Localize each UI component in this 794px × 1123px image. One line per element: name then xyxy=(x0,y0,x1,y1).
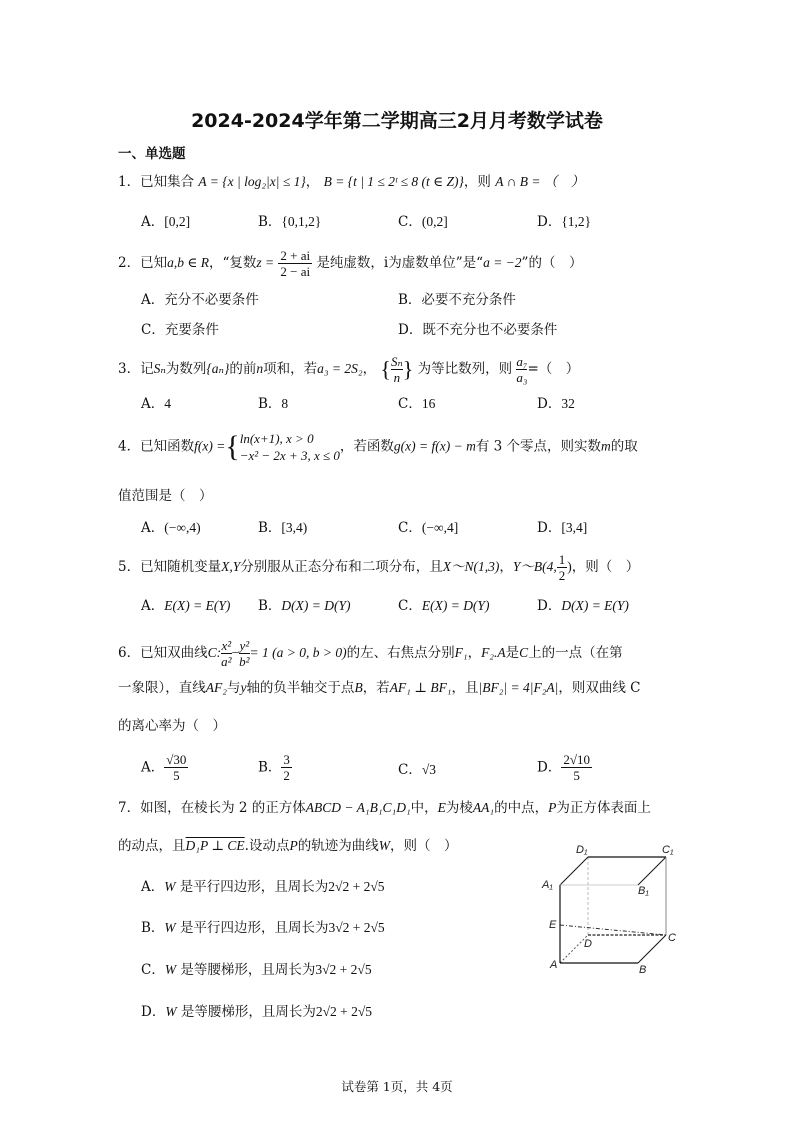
math-an: {aₙ} xyxy=(206,361,230,376)
question-number: 7． xyxy=(118,800,141,816)
option-value: 3√2 + 2√5 xyxy=(315,962,372,977)
fraction-option xyxy=(281,752,292,783)
option-3d[interactable] xyxy=(537,394,575,414)
math-w: W xyxy=(164,920,176,935)
question-text: 记 xyxy=(140,361,154,377)
option-value: (0,2] xyxy=(421,214,448,229)
fraction-denominator: b² xyxy=(239,654,250,669)
question-4-line2: 值范围是（ ） xyxy=(118,488,213,504)
math-f1: F₁ xyxy=(454,645,468,660)
option-value: 3√2 + 2√5 xyxy=(328,920,385,935)
option-6b[interactable] xyxy=(258,752,292,783)
question-number: 1． xyxy=(118,174,141,190)
question-text: 的动点，且 xyxy=(118,838,186,854)
option-1a[interactable] xyxy=(141,212,190,232)
option-label: B． xyxy=(398,292,422,308)
fraction-numerator: a₇ xyxy=(516,354,528,369)
option-label: C． xyxy=(398,520,422,536)
option-2b[interactable] xyxy=(398,290,516,310)
question-7 xyxy=(118,798,651,818)
option-value: 充分不必要条件 xyxy=(164,292,259,308)
option-value: 32 xyxy=(561,396,575,411)
question-5 xyxy=(118,552,639,583)
option-3c[interactable] xyxy=(398,394,435,414)
math-aa1: AA₁ xyxy=(472,800,495,815)
fraction-half xyxy=(557,552,568,583)
math-vector: D₁P ⊥ CE xyxy=(185,838,245,853)
option-label: A． xyxy=(141,759,165,776)
question-text: 的取 xyxy=(610,438,638,455)
option-7d[interactable] xyxy=(141,1002,372,1022)
option-value: {0,1,2} xyxy=(281,214,322,229)
option-4b[interactable] xyxy=(258,518,307,538)
option-label: B． xyxy=(258,214,282,230)
option-7a[interactable] xyxy=(141,877,384,897)
math-set-b: B = {t | 1 ≤ 2ᵗ ≤ 8 (t ∈ Z)} xyxy=(323,174,464,189)
option-value: (−∞,4] xyxy=(421,520,459,535)
option-5b[interactable] xyxy=(258,596,351,616)
punct: ， xyxy=(362,361,377,377)
option-value: 2√2 + 2√5 xyxy=(328,879,385,894)
option-label: C． xyxy=(141,962,165,978)
option-1b[interactable] xyxy=(258,212,321,232)
option-6c[interactable] xyxy=(398,760,436,780)
edge-a1-d1 xyxy=(560,857,588,885)
math-w: W xyxy=(378,838,390,853)
question-text: 分别服从正态分布和二项分布，且 xyxy=(240,559,443,575)
option-label: A． xyxy=(141,879,165,895)
option-value: 充要条件 xyxy=(164,322,219,338)
question-number: 5． xyxy=(118,559,141,575)
question-text: ，若函数 xyxy=(339,438,394,455)
math-m: m xyxy=(601,438,611,454)
math-normal: X～N(1,3) xyxy=(442,559,500,574)
question-text: 中， xyxy=(410,800,438,816)
option-label: D． xyxy=(537,214,562,230)
option-label: B． xyxy=(141,920,165,936)
fraction-option xyxy=(164,752,188,783)
question-text: 为等比数列，则 xyxy=(417,361,513,377)
question-text: 项和，若 xyxy=(263,361,318,377)
question-number: 3． xyxy=(118,361,141,377)
fraction-z xyxy=(278,248,312,279)
option-value: 2√2 + 2√5 xyxy=(315,1004,373,1019)
question-text: ，则双曲线 C xyxy=(558,680,641,696)
option-label: D． xyxy=(141,1004,166,1020)
question-text: 的轨迹为曲线 xyxy=(297,838,379,854)
option-value: [3,4] xyxy=(561,520,588,535)
question-text: ，若 xyxy=(362,680,390,696)
question-text: 一象限），直线 xyxy=(118,680,206,696)
question-text: 上的一点（在第 xyxy=(528,645,623,661)
fraction-numerator: 2 + ai xyxy=(280,248,311,263)
option-value: {1,2} xyxy=(561,214,592,229)
question-text: .设动点 xyxy=(244,838,290,854)
fraction-numerator: 1 xyxy=(558,552,566,567)
question-6-line3: 的离心率为（ ） xyxy=(118,718,226,734)
option-6a[interactable] xyxy=(141,752,188,783)
fraction-sn-n xyxy=(391,354,403,385)
math-equation: a₃ = 2S₂ xyxy=(317,361,363,376)
fraction-denominator: 2 − ai xyxy=(280,264,311,279)
question-ask: =（ ） xyxy=(527,361,580,377)
fraction-numerator: y² xyxy=(239,638,250,653)
fraction-numerator: Sₙ xyxy=(390,354,403,369)
option-7b[interactable] xyxy=(141,918,385,938)
option-label: D． xyxy=(537,598,562,614)
math-p: P xyxy=(289,838,298,853)
math-c: C xyxy=(519,645,529,660)
option-2d[interactable] xyxy=(398,320,557,340)
math-w: W xyxy=(164,879,176,894)
fraction-numerator: √30 xyxy=(166,752,187,767)
label-b: B xyxy=(639,964,647,975)
option-text: 是等腰梯形，且周长为 xyxy=(180,962,316,978)
option-2c[interactable] xyxy=(141,320,219,340)
label-c1: C₁ xyxy=(662,844,674,856)
brace-right: } xyxy=(402,356,414,382)
question-number: 2． xyxy=(118,255,141,271)
option-label: A． xyxy=(141,214,165,230)
math-w: W xyxy=(165,1004,177,1019)
option-label: C． xyxy=(398,396,422,412)
option-label: C． xyxy=(141,322,165,338)
question-text: 轴的负半轴交于点 xyxy=(246,680,355,696)
question-text: 是 xyxy=(505,645,520,661)
question-text: ，则（ ） xyxy=(389,838,458,854)
edge-b1-c1 xyxy=(638,857,666,885)
option-7c[interactable] xyxy=(141,960,372,980)
math-n: n xyxy=(256,361,264,376)
option-3a[interactable] xyxy=(141,394,171,414)
fraction-denominator: 2 xyxy=(558,568,566,583)
option-value: 必要不充分条件 xyxy=(421,292,516,308)
math-f: f(x) = xyxy=(194,438,226,454)
label-e: E xyxy=(549,919,557,931)
option-value: [0,2] xyxy=(164,214,191,229)
option-value: E(X) = E(Y) xyxy=(164,598,231,613)
question-number: 6． xyxy=(118,645,141,661)
option-2a[interactable] xyxy=(141,290,259,310)
option-label: B． xyxy=(258,396,282,412)
option-value: 既不充分也不必要条件 xyxy=(422,322,558,338)
option-label: A． xyxy=(141,598,165,614)
math-xy: X,Y xyxy=(221,559,241,574)
option-value: (−∞,4) xyxy=(164,520,201,535)
label-a1: A₁ xyxy=(542,879,553,891)
option-6d[interactable] xyxy=(537,752,592,783)
option-value: D(X) = E(Y) xyxy=(561,598,629,613)
brace-left: { xyxy=(380,356,391,382)
label-c: C xyxy=(668,932,676,944)
option-4a[interactable] xyxy=(141,518,201,538)
option-4c[interactable] xyxy=(398,518,458,538)
option-label: C． xyxy=(398,598,422,614)
option-text: 是平行四边形，且周长为 xyxy=(179,920,329,936)
question-7-line2 xyxy=(118,836,457,856)
math-w: W xyxy=(164,962,177,977)
option-3b[interactable] xyxy=(258,394,288,414)
option-label: D． xyxy=(398,322,423,338)
math-c: C: xyxy=(207,645,222,660)
math-abs-eq: |BF₂| = 4|F₂A| xyxy=(478,680,559,695)
option-label: B． xyxy=(258,598,282,614)
question-text: 为数列 xyxy=(165,361,207,377)
question-text: 已知随机变量 xyxy=(140,559,222,575)
edge-b-c xyxy=(638,935,666,963)
fraction-numerator: 2√10 xyxy=(563,752,590,767)
piecewise-cases xyxy=(240,430,340,464)
option-label: B． xyxy=(258,759,282,776)
fraction-denominator: n xyxy=(393,370,401,385)
math-e: E xyxy=(437,800,446,815)
option-text: 是等腰梯形，且周长为 xyxy=(180,1004,316,1020)
question-text: 已知函数 xyxy=(140,438,195,455)
option-value: [3,4) xyxy=(281,520,308,535)
option-5a[interactable] xyxy=(141,596,230,616)
fraction-denominator: a₃ xyxy=(516,370,528,385)
option-value: E(X) = D(Y) xyxy=(421,598,490,613)
option-value: D(X) = D(Y) xyxy=(281,598,351,613)
math-p: P xyxy=(548,800,557,815)
math-b: B xyxy=(354,680,363,695)
question-2 xyxy=(118,248,582,279)
brace-left: { xyxy=(225,430,240,463)
option-label: A． xyxy=(141,292,165,308)
exam-title: 2024-2024学年第二学期高三2月月考数学试卷 xyxy=(191,110,603,132)
question-number: 4． xyxy=(118,438,141,455)
option-label: A． xyxy=(141,396,165,412)
math-f2a: F₂.A xyxy=(481,645,506,660)
page-footer: 试卷第 1页，共 4页 xyxy=(341,1079,453,1094)
option-label: C． xyxy=(398,214,422,230)
option-label: A． xyxy=(141,520,165,536)
punct: ， xyxy=(499,559,513,575)
math-perp: AF₁ ⊥ BF₁ xyxy=(389,680,452,695)
question-1 xyxy=(118,172,584,192)
math-af2: AF₂ xyxy=(205,680,227,695)
question-text: 的前 xyxy=(229,361,257,377)
question-text: 有 3 个零点，则实数 xyxy=(475,438,601,455)
section-heading: 一、单选题 xyxy=(118,146,186,162)
punct: ， xyxy=(467,645,482,661)
question-4 xyxy=(118,430,638,464)
question-text: 如图，在棱长为 2 的正方体 xyxy=(140,800,306,816)
option-label: D． xyxy=(537,759,562,776)
fraction-denominator: 5 xyxy=(573,768,580,783)
fraction-denominator: 2 xyxy=(283,768,290,783)
question-ask: A ∩ B = （ ） xyxy=(495,174,585,189)
math-sn: Sₙ xyxy=(153,361,166,376)
question-text: ，“复数 xyxy=(208,255,257,271)
fraction-option xyxy=(561,752,592,783)
label-b1: B₁ xyxy=(638,885,649,897)
option-label: D． xyxy=(537,520,562,536)
fraction-denominator: a² xyxy=(221,654,232,669)
question-text: ，则 xyxy=(463,174,491,190)
punct: ， xyxy=(305,174,320,190)
math-paren: ) xyxy=(567,559,572,574)
question-text: ，且 xyxy=(451,680,479,696)
option-5d[interactable] xyxy=(537,596,629,616)
label-d: D xyxy=(584,938,592,950)
math-cube: ABCD − A₁B₁C₁D₁ xyxy=(305,800,411,815)
case-2: −x² − 2x + 3, x ≤ 0 xyxy=(239,448,340,463)
question-text: ”的（ ） xyxy=(521,255,583,271)
option-label: C． xyxy=(398,762,422,778)
option-1d[interactable] xyxy=(537,212,591,232)
question-text: 是纯虚数，i为虚数单位”是“ xyxy=(316,255,484,271)
math-binomial: Y～B(4, xyxy=(512,559,557,574)
question-text: 已知集合 xyxy=(140,174,195,190)
fraction-x2-a2 xyxy=(221,638,231,669)
fraction-numerator: x² xyxy=(221,638,232,653)
math-minus: − xyxy=(231,645,240,660)
fraction-y2-b2 xyxy=(239,638,249,669)
option-5c[interactable] xyxy=(398,596,489,616)
math-g: g(x) = f(x) − m xyxy=(393,438,476,454)
question-6-line2 xyxy=(118,678,640,698)
math-condition-2: a = −2 xyxy=(483,255,522,270)
question-text: 为棱 xyxy=(445,800,473,816)
question-text: 与 xyxy=(226,680,241,696)
question-text: ，则（ ） xyxy=(571,559,640,575)
math-set-a: A = {x | log₂|x| ≤ 1} xyxy=(198,174,306,189)
math-y: y xyxy=(240,680,247,695)
fraction-denominator: 5 xyxy=(173,768,180,783)
question-text: 的左、右焦点分别 xyxy=(346,645,455,661)
option-label: B． xyxy=(258,520,282,536)
math-rhs: = 1 (a > 0, b > 0) xyxy=(249,645,347,660)
question-text: 已知 xyxy=(140,255,168,271)
option-4d[interactable] xyxy=(537,518,587,538)
question-3 xyxy=(118,354,579,385)
option-text: 是平行四边形，且周长为 xyxy=(179,879,329,895)
option-value: 16 xyxy=(421,396,436,411)
question-text: 的中点， xyxy=(494,800,549,816)
option-label: D． xyxy=(537,396,562,412)
case-1: ln(x+1), x > 0 xyxy=(239,431,314,446)
fraction-numerator: 3 xyxy=(283,752,290,767)
fraction-ratio xyxy=(516,354,527,385)
option-value: 8 xyxy=(281,396,289,411)
cube-figure xyxy=(520,835,700,975)
math-z: z = xyxy=(256,255,275,270)
question-6 xyxy=(118,638,623,669)
option-value: 4 xyxy=(164,396,171,411)
question-text: 为正方体表面上 xyxy=(556,800,651,816)
label-a: A xyxy=(550,959,558,971)
question-text: 已知双曲线 xyxy=(140,645,208,661)
math-condition: a,b ∈ R xyxy=(167,255,209,270)
segment-e-c xyxy=(560,925,666,935)
option-value: √3 xyxy=(421,762,437,777)
label-d1: D₁ xyxy=(576,844,588,856)
option-1c[interactable] xyxy=(398,212,448,232)
